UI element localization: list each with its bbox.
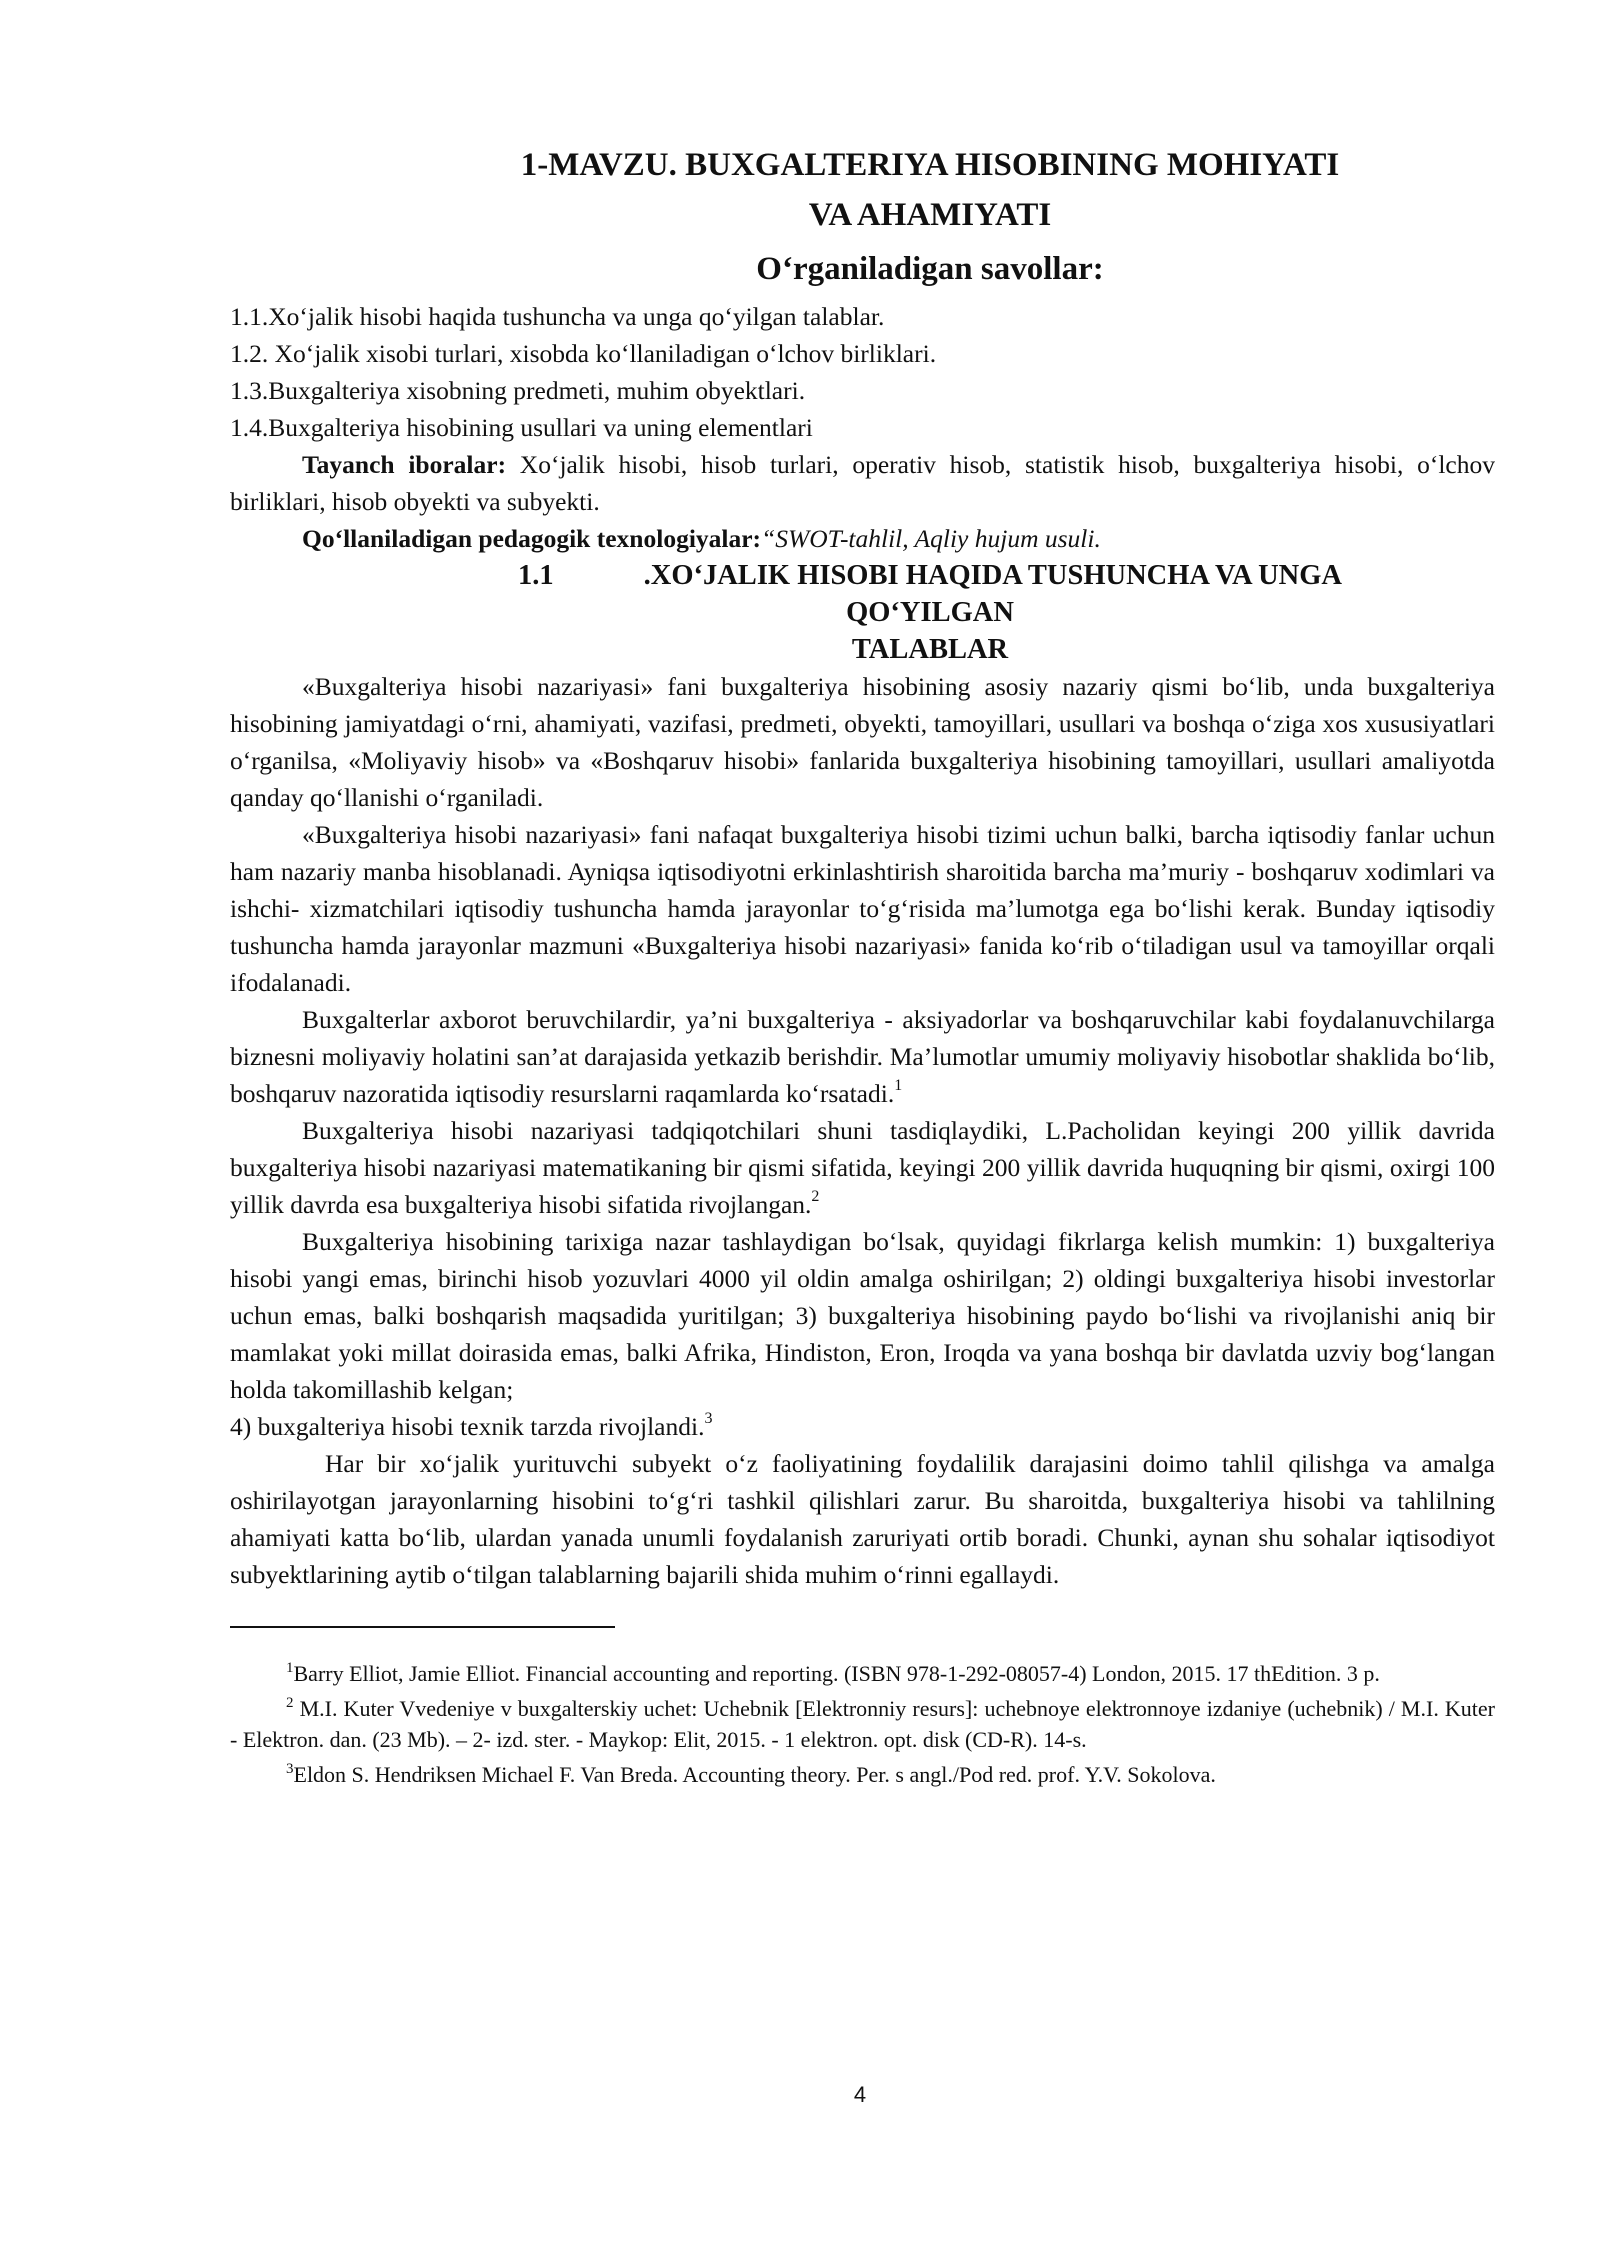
page-title bbox=[230, 140, 1495, 240]
footnote bbox=[230, 1658, 1495, 1689]
question-item: 1.1.Xo‘jalik hisobi haqida tushuncha va unga qo‘yilgan talablar. bbox=[230, 302, 885, 331]
title-line-1: 1-MAVZU. BUXGALTERIYA HISOBINING MOHIYATI bbox=[520, 147, 1340, 183]
body-text: 4) buxgalteriya hisobi texnik tarzda rivojlandi. bbox=[230, 1412, 705, 1441]
footnote-mark: 1 bbox=[286, 1660, 294, 1676]
pedagogy-paragraph bbox=[230, 520, 1495, 557]
question-item: 1.3.Buxgalteriya xisobning predmeti, muhim obyektlari. bbox=[230, 376, 806, 405]
footnote-ref: 2 bbox=[811, 1188, 820, 1205]
footnote-text: M.I. Kuter Vvedeniye v buxgalterskiy uchet: Uchebnik [Elektronniy resurs]: uchebnoye elektronnoye izdaniye (uchebnik) / M.I. Kuter - Elektron. dan. (23 Mb). – 2- izd. ster. - Maykop: Elit, 2015. - 1 elektron. opt. disk (CD-R). 14-s. bbox=[230, 1696, 1495, 1752]
section-line-3: TALABLAR bbox=[851, 634, 1009, 665]
footnote-separator bbox=[230, 1626, 615, 1628]
body-paragraph bbox=[230, 1001, 1495, 1112]
footnote bbox=[230, 1759, 1495, 1790]
page-number: 4 bbox=[853, 2082, 867, 2107]
question-item: 1.4.Buxgalteriya hisobining usullari va uning elementlari bbox=[230, 413, 813, 442]
keywords-label: Tayanch iboralar: bbox=[302, 450, 507, 479]
footnote-mark: 2 bbox=[286, 1695, 294, 1711]
document-page bbox=[230, 140, 1495, 1794]
keywords-paragraph bbox=[230, 446, 1495, 520]
title-line-2: VA AHAMIYATI bbox=[808, 197, 1052, 233]
footnote-text: Barry Elliot, Jamie Elliot. Financial accounting and reporting. (ISBN 978-1-292-08057-4) London, 2015. 17 thEdition. 3 p. bbox=[293, 1661, 1380, 1686]
body-text: Buxgalterlar axborot beruvchilardir, ya’ni buxgalteriya - aksiyadorlar va boshqaruvchilar kabi foydalanuvchilarga biznesni moliyaviy holatini san’at darajasida yetkazib berishdir. Ma’lumotlar umumiy moliyaviy hisobotlar shaklida bo‘lib, boshqaruv nazoratida iqtisodiy resurslarni raqamlarda ko‘rsatadi. bbox=[230, 1005, 1495, 1108]
pedagogy-text: “SWOT-tahlil, Aqliy hujum usuli. bbox=[761, 524, 1101, 553]
footnote bbox=[230, 1693, 1495, 1755]
body-paragraph bbox=[230, 1112, 1495, 1223]
section-heading bbox=[230, 557, 1495, 668]
questions-list bbox=[230, 298, 1495, 446]
footnote-ref: 3 bbox=[704, 1410, 713, 1427]
section-line-2: QO‘YILGAN bbox=[846, 597, 1014, 628]
body-paragraph: Buxgalteriya hisobining tarixiga nazar tashlaydigan bo‘lsak, quyidagi fikrlarga kelish mumkin: 1) buxgalteriya hisobi yangi emas, birinchi hisob yozuvlari 4000 yil oldin amalga oshirilgan; 2) oldingi buxgalteriya hisobi investorlar uchun emas, balki boshqarish maqsadida yuritilgan; 3) buxgalteriya hisobining paydo bo‘lishi va rivojlanishi aniq bir mamlakat yoki millat doirasida emas, balki Afrika, Hindiston, Eron, Iroqda va yana boshqa bir davlatda uzviy bog‘langan holda takomillashib kelgan; bbox=[230, 1227, 1495, 1404]
section-number: 1.1 bbox=[517, 560, 554, 591]
questions-heading: O‘rganiladigan savollar: bbox=[756, 251, 1104, 287]
body-paragraph bbox=[230, 1408, 1495, 1445]
question-item: 1.2. Xo‘jalik xisobi turlari, xisobda ko‘llaniladigan o‘lchov birliklari. bbox=[230, 339, 937, 368]
footnote-mark: 3 bbox=[286, 1761, 294, 1777]
body-paragraph: «Buxgalteriya hisobi nazariyasi» fani buxgalteriya hisobining asosiy nazariy qismi bo‘lib, unda buxgalteriya hisobining jamiyatdagi o‘rni, ahamiyati, vazifasi, predmeti, obyekti, tamoyillari, usullari va boshqa o‘ziga xos xususiyatlari o‘rganilsa, «Moliyaviy hisob» va «Boshqaruv hisobi» fanlarida buxgalteriya hisobining tamoyillari, usullari amaliyotda qanday qo‘llanishi o‘rganiladi. bbox=[230, 672, 1495, 812]
footnote-text: Eldon S. Hendriksen Michael F. Van Breda. Accounting theory. Per. s angl./Pod red. prof. Y.V. Sokolova. bbox=[293, 1762, 1216, 1787]
body-paragraph: Har bir xo‘jalik yurituvchi subyekt o‘z faoliyatining foydalilik darajasini doimo tahlil qilishga va amalga oshirilayotgan jarayonlarning hisobini to‘g‘ri tashkil qilishlari zarur. Bu sharoitda, buxgalteriya hisobi va tahlilning ahamiyati katta bo‘lib, ulardan yanada unumli foydalanish zaruriyati ortib boradi. Chunki, aynan shu sohalar iqtisodiyot subyektlarining aytib o‘tilgan talablarning bajarili shida muhim o‘rinni egallaydi. bbox=[230, 1449, 1495, 1589]
footnote-ref: 1 bbox=[894, 1077, 903, 1094]
pedagogy-label: Qo‘llaniladigan pedagogik texnologiyalar: bbox=[302, 524, 762, 553]
body-paragraph: «Buxgalteriya hisobi nazariyasi» fani nafaqat buxgalteriya hisobi tizimi uchun balki, barcha iqtisodiy fanlar uchun ham nazariy manba hisoblanadi. Ayniqsa iqtisodiyotni erkinlashtirish sharoitida barcha ma’muriy - boshqaruv xodimlari va ishchi- xizmatchilari iqtisodiy tushuncha hamda jarayonlar to‘g‘risida ma’lumotga ega bo‘lishi kerak. Bunday iqtisodiy tushuncha hamda jarayonlar mazmuni «Buxgalteriya hisobi nazariyasi» fanida ko‘rib o‘tiladigan usul va tamoyillar orqali ifodalanadi. bbox=[230, 820, 1495, 997]
keywords-text: Xo‘jalik hisobi, hisob turlari, operativ hisob, statistik hisob, buxgalteriya hisobi, o‘lchov birliklari, hisob obyekti va subyekti. bbox=[230, 450, 1495, 516]
body-text: Buxgalteriya hisobi nazariyasi tadqiqotchilari shuni tasdiqlaydiki, L.Pacholidan keyingi 200 yillik davrida buxgalteriya hisobi nazariyasi matematikaning bir qismi sifatida, keyingi 200 yillik davrida huquqning bir qismi, oxirgi 100 yillik davrda esa buxgalteriya hisobi sifatida rivojlangan. bbox=[230, 1116, 1495, 1219]
section-line-1: .XO‘JALIK HISOBI HAQIDA TUSHUNCHA VA UNGA bbox=[643, 560, 1343, 591]
